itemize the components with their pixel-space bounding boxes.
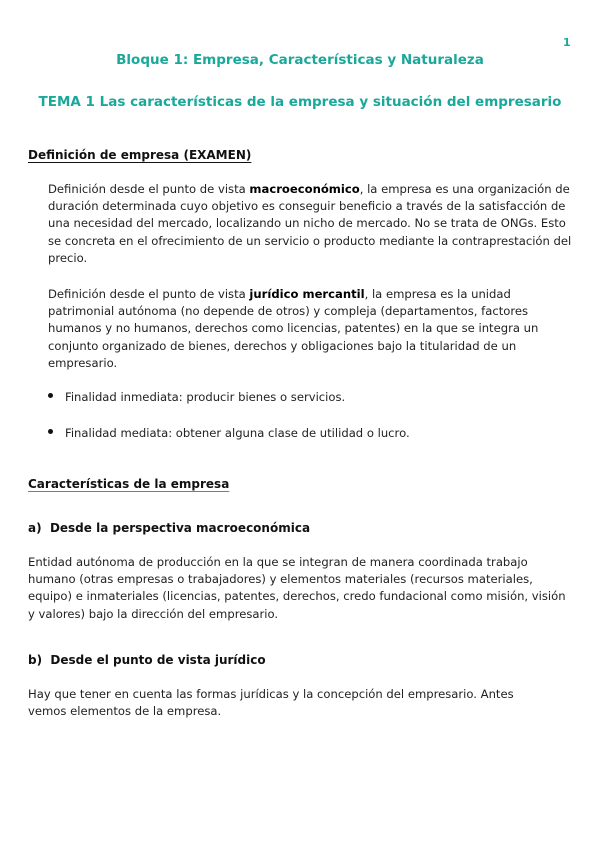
definition-macro-body: , la empresa es una organización de duración determinada cuyo objetivo es conseguir beneficio a través de la satisfacción de una necesidad del mercado, localizando un nicho de mercado. No se trata de ONGs. Esto se concreta en el ofrecimiento de un servicio o producto mediante la contraprestación del precio.	[48, 182, 572, 265]
bullet-icon	[48, 393, 53, 398]
block-title: Bloque 1: Empresa, Características y Naturaleza	[116, 52, 484, 68]
list-item	[48, 390, 345, 404]
list-item	[48, 426, 410, 440]
characteristics-heading: Características de la empresa	[28, 477, 230, 491]
list-item-text: Finalidad mediata: obtener alguna clase de utilidad o lucro.	[65, 426, 410, 440]
definition-legal-paragraph	[48, 286, 566, 372]
topic-title: TEMA 1 Las características de la empresa y situación del empresario	[38, 94, 562, 110]
definition-macro-term: macroeconómico	[249, 182, 360, 196]
definition-legal-term: jurídico mercantil	[249, 287, 365, 301]
section-b-heading: b) Desde el punto de vista jurídico	[28, 653, 266, 667]
definition-legal-body: , la empresa es la unidad patrimonial autónoma (no depende de otros) y compleja (departamentos, factores humanos y no humanos, derechos como licencias, patentes) en la que se integra un conjunto organizado de bienes, derechos y obligaciones bajo la titularidad de un empresario.	[48, 287, 539, 370]
section-a-heading: a) Desde la perspectiva macroeconómica	[28, 521, 311, 535]
bullet-icon	[48, 429, 53, 434]
definition-legal-lead: Definición desde el punto de vista	[48, 287, 250, 301]
section-b-text: Hay que tener en cuenta las formas jurídicas y la concepción del empresario. Antes vemos elementos de la empresa.	[28, 687, 514, 719]
list-item-text: Finalidad inmediata: producir bienes o servicios.	[65, 390, 346, 404]
section-a-text: Entidad autónoma de producción en la que se integran de manera coordinada trabajo humano (otras empresas o trabajadores) y elementos materiales (recursos materiales, equipo) e inmateriales (licencias, patentes, derechos, credo fundacional como misión, visión y valores) bajo la dirección del empresario.	[28, 555, 566, 621]
definition-macro-paragraph	[48, 181, 578, 267]
definition-heading: Definición de empresa (EXAMEN)	[28, 148, 252, 162]
page-number: 1	[563, 36, 571, 49]
definition-macro-lead: Definición desde el punto de vista	[48, 182, 250, 196]
